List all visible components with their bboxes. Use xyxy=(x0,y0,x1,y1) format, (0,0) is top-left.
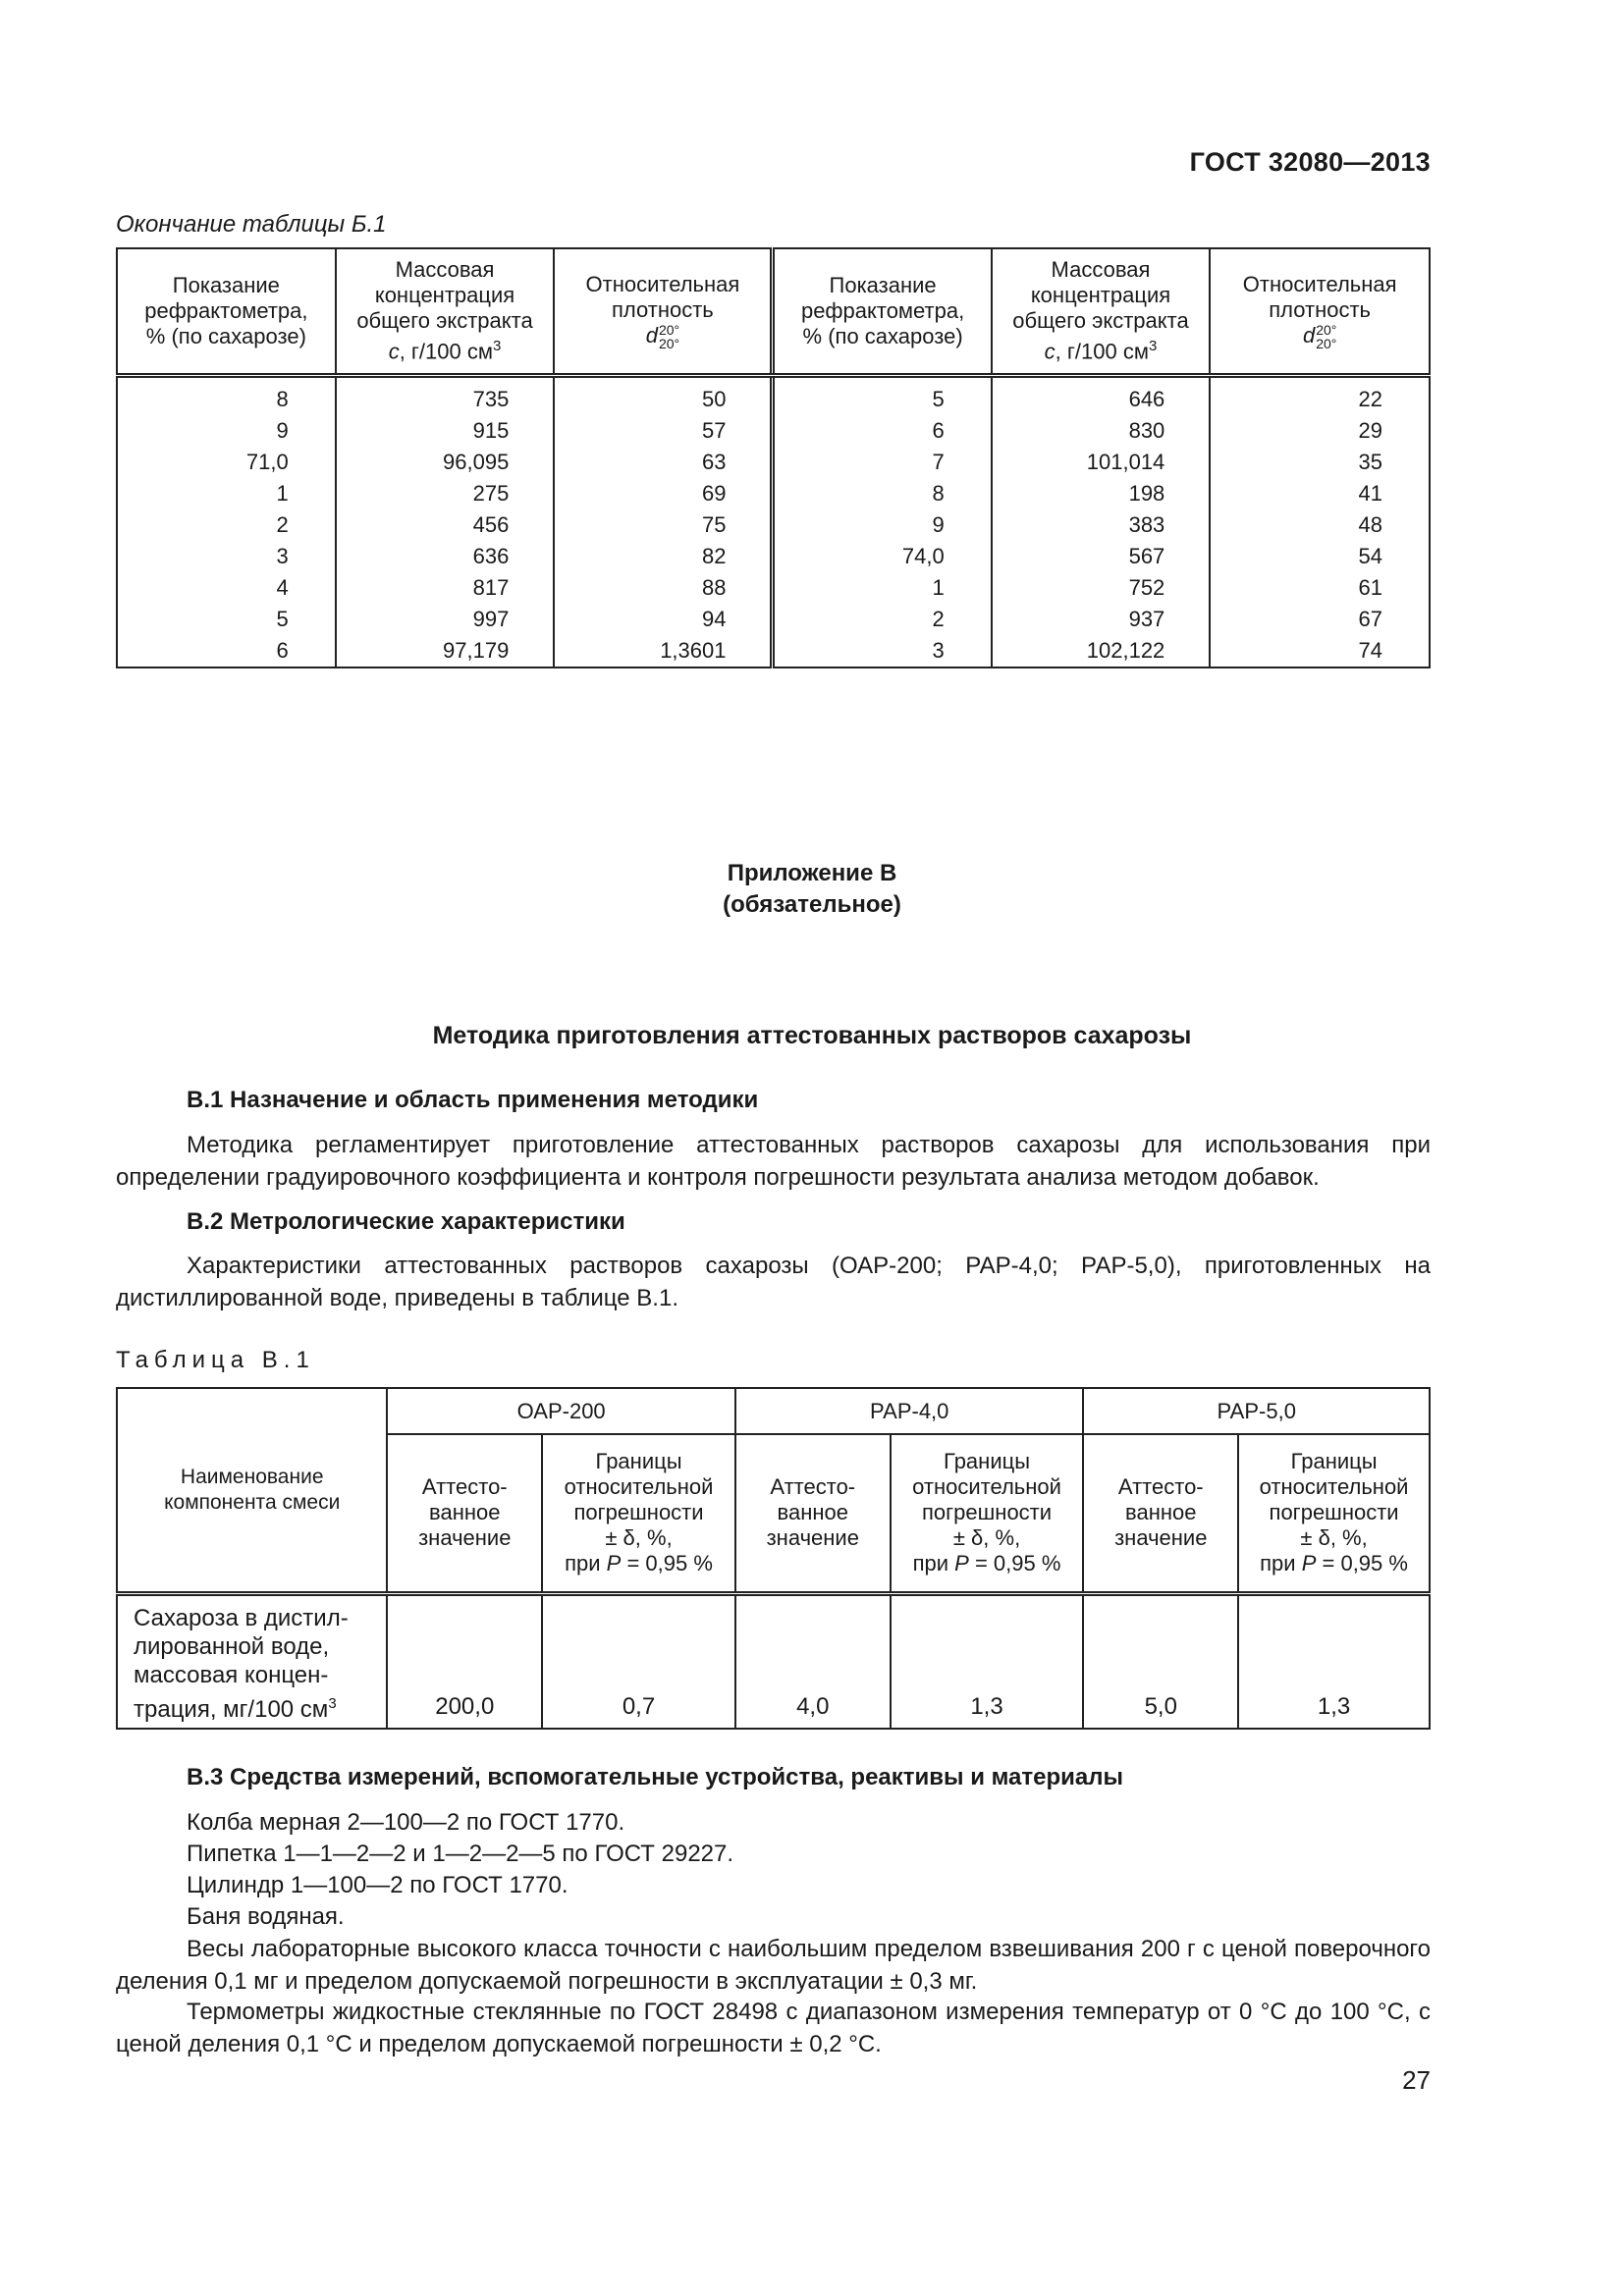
table-cell: 646 xyxy=(992,376,1211,416)
table-cell: 50 xyxy=(554,376,773,416)
table-cell: 48 xyxy=(1210,509,1430,541)
table-cell: 35 xyxy=(1210,447,1430,478)
table-row xyxy=(117,541,1430,572)
table-cell: 735 xyxy=(336,376,555,416)
table-cell: 74 xyxy=(1210,635,1430,667)
table-cell: 6 xyxy=(773,415,992,447)
table-b1-caption: Окончание таблицы Б.1 xyxy=(116,211,387,238)
table-cell: 74,0 xyxy=(773,541,992,572)
header-mass-concentration-2: Массовая концентрация общего экстракта c, г/100 $см^3$ xyxy=(992,248,1211,376)
table-cell: 1,3601 xyxy=(554,635,773,667)
header-error-bounds: Границы относительной погрешности ± δ, %, при P = 0,95 % xyxy=(891,1434,1084,1593)
table-cell: 2 xyxy=(773,604,992,635)
equipment-scales: Весы лабораторные высокого класса точности с наибольшим пределом взвешивания 200 г с ценой поверочного деления 0,1 мг и пределом допускаемой погрешности в эксплуатации ± 0,3 мг. xyxy=(116,1936,1431,1995)
table-cell: 1 xyxy=(773,572,992,604)
table-cell: 97,179 xyxy=(336,635,555,667)
appendix-heading: Методика приготовления аттестованных растворов сахарозы xyxy=(432,1022,1192,1049)
table-cell: 96,095 xyxy=(336,447,555,478)
table-cell: 61 xyxy=(1210,572,1430,604)
header-error-bounds: Границы относительной погрешности ± δ, %, при P = 0,95 % xyxy=(1238,1434,1430,1593)
table-cell: 198 xyxy=(992,478,1211,509)
table-cell: 88 xyxy=(554,572,773,604)
header-component: Наименование компонента смеси xyxy=(117,1388,387,1593)
table-cell: 7 xyxy=(773,447,992,478)
header-relative-density-2: Относительная плотность d20° 20° xyxy=(1210,248,1430,376)
table-cell: 101,014 xyxy=(992,447,1211,478)
header-attested-value: Аттесто- ванное значение xyxy=(387,1434,542,1593)
table-cell: 830 xyxy=(992,415,1211,447)
table-v1-caption: Таблица В.1 xyxy=(116,1347,315,1373)
table-cell: 71,0 xyxy=(117,447,336,478)
value-rar-4-error: 1,3 xyxy=(891,1593,1084,1729)
table-v1-data-row xyxy=(117,1593,1430,1729)
equipment-thermometers: Термометры жидкостные стеклянные по ГОСТ 28498 с диапазоном измерения температур от 0 °С до 100 °С, с ценой деления 0,1 °С и пределом допускаемой погрешности ± 0,2 °С. xyxy=(116,1999,1431,2057)
equipment-item: Цилиндр 1—100—2 по ГОСТ 1770. xyxy=(187,1872,568,1898)
table-b1 xyxy=(116,247,1431,668)
table-cell: 67 xyxy=(1210,604,1430,635)
header-relative-density: Относительная плотность d20° 20° xyxy=(554,248,773,376)
equipment-item: Баня водяная. xyxy=(187,1903,345,1930)
page-number: 27 xyxy=(1402,2065,1431,2095)
header-refractometer: Показание рефрактометра, % (по сахарозе) xyxy=(117,248,336,376)
header-refractometer-2: Показание рефрактометра, % (по сахарозе) xyxy=(773,248,992,376)
table-cell: 9 xyxy=(773,509,992,541)
table-cell: 567 xyxy=(992,541,1211,572)
header-rar-4: РАР-4,0 xyxy=(735,1388,1084,1434)
table-cell: 5 xyxy=(117,604,336,635)
table-row xyxy=(117,604,1430,635)
value-oar-200-error: 0,7 xyxy=(542,1593,735,1729)
header-oar-200: ОАР-200 xyxy=(387,1388,735,1434)
appendix-title: Приложение В xyxy=(727,860,897,886)
equipment-item: Пипетка 1—1—2—2 и 1—2—2—5 по ГОСТ 29227. xyxy=(187,1841,734,1867)
table-cell: 3 xyxy=(117,541,336,572)
section-v1-title: В.1 Назначение и область применения методики xyxy=(187,1087,759,1113)
header-rar-5: РАР-5,0 xyxy=(1083,1388,1430,1434)
table-cell: 57 xyxy=(554,415,773,447)
table-cell: 275 xyxy=(336,478,555,509)
table-cell: 997 xyxy=(336,604,555,635)
header-mass-concentration: Массовая концентрация общего экстракта c, г/100 $см^3$ xyxy=(336,248,555,376)
table-b1-header-row xyxy=(117,248,1430,376)
table-row xyxy=(117,509,1430,541)
table-cell: 383 xyxy=(992,509,1211,541)
table-cell: 22 xyxy=(1210,376,1430,416)
table-cell: 29 xyxy=(1210,415,1430,447)
table-cell: 94 xyxy=(554,604,773,635)
table-cell: 8 xyxy=(117,376,336,416)
value-oar-200-attested: 200,0 xyxy=(387,1593,542,1729)
table-cell: 9 xyxy=(117,415,336,447)
table-cell: 54 xyxy=(1210,541,1430,572)
table-cell: 69 xyxy=(554,478,773,509)
header-attested-value: Аттесто- ванное значение xyxy=(1083,1434,1238,1593)
section-v1-text: Методика регламентирует приготовление аттестованных растворов сахарозы для использования при определении градуировочного коэффициента и контроля погрешности результата анализа методом добавок. xyxy=(116,1132,1431,1191)
document-code: ГОСТ 32080—2013 xyxy=(1189,147,1431,177)
table-row xyxy=(117,572,1430,604)
table-cell: 5 xyxy=(773,376,992,416)
header-error-bounds: Границы относительной погрешности ± δ, %, при P = 0,95 % xyxy=(542,1434,735,1593)
table-cell: 752 xyxy=(992,572,1211,604)
table-cell: 937 xyxy=(992,604,1211,635)
table-cell: 75 xyxy=(554,509,773,541)
section-v2-text: Характеристики аттестованных растворов сахарозы (ОАР-200; РАР-4,0; РАР-5,0), приготовленных на дистиллированной воде, приведены в таблице В.1. xyxy=(116,1253,1431,1311)
table-cell: 3 xyxy=(773,635,992,667)
table-cell: 636 xyxy=(336,541,555,572)
table-v1 xyxy=(116,1387,1431,1730)
table-cell: 63 xyxy=(554,447,773,478)
table-cell: 8 xyxy=(773,478,992,509)
value-rar-5-attested: 5,0 xyxy=(1083,1593,1238,1729)
value-rar-4-attested: 4,0 xyxy=(735,1593,891,1729)
table-cell: 456 xyxy=(336,509,555,541)
equipment-item: Колба мерная 2—100—2 по ГОСТ 1770. xyxy=(187,1809,625,1836)
table-cell: 817 xyxy=(336,572,555,604)
appendix-status: (обязательное) xyxy=(723,891,901,918)
table-row xyxy=(117,635,1430,667)
table-cell: 915 xyxy=(336,415,555,447)
section-v3-title: В.3 Средства измерений, вспомогательные устройства, реактивы и материалы xyxy=(187,1764,1124,1790)
table-cell: 2 xyxy=(117,509,336,541)
row-component-name: Сахароза в дистил- лированной воде, массовая концен- трация, мг/100 $см^3$ xyxy=(117,1593,387,1729)
table-cell: 102,122 xyxy=(992,635,1211,667)
table-row xyxy=(117,376,1430,416)
table-row xyxy=(117,478,1430,509)
header-attested-value: Аттесто- ванное значение xyxy=(735,1434,891,1593)
table-row xyxy=(117,447,1430,478)
table-cell: 82 xyxy=(554,541,773,572)
table-cell: 41 xyxy=(1210,478,1430,509)
table-v1-group-row xyxy=(117,1388,1430,1434)
table-cell: 6 xyxy=(117,635,336,667)
table-cell: 1 xyxy=(117,478,336,509)
table-row xyxy=(117,415,1430,447)
section-v2-title: В.2 Метрологические характеристики xyxy=(187,1208,625,1235)
value-rar-5-error: 1,3 xyxy=(1238,1593,1430,1729)
table-cell: 4 xyxy=(117,572,336,604)
